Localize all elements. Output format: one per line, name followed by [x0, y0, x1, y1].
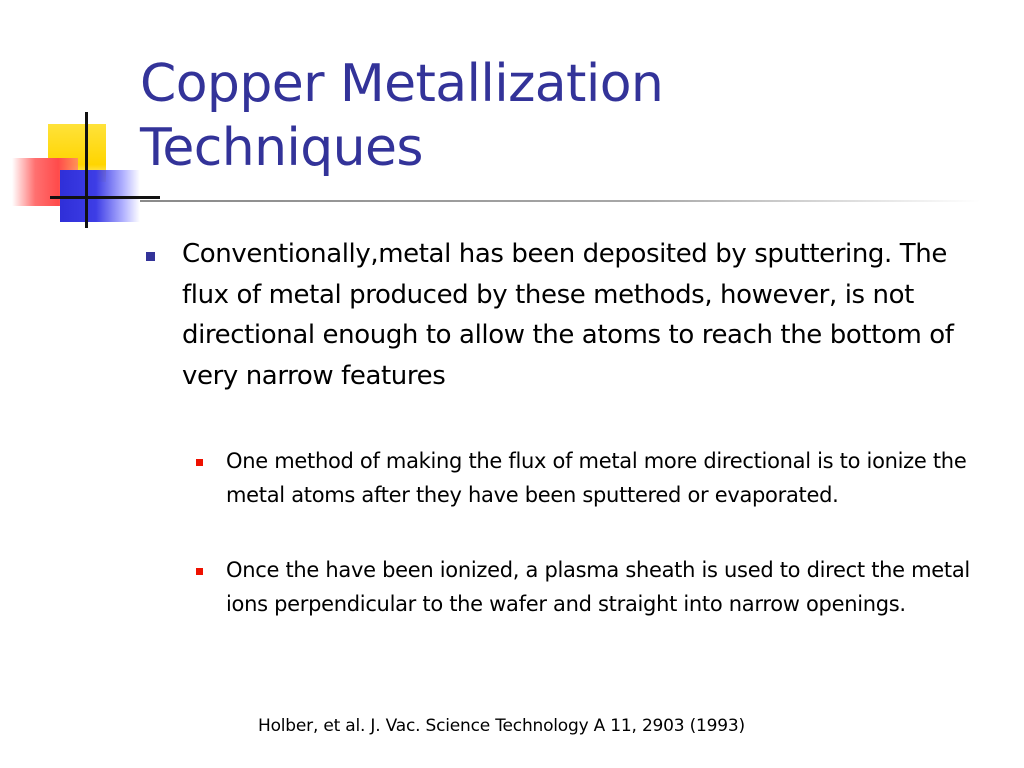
main-bullet: [140, 234, 990, 396]
sub-bullet-2: [196, 553, 996, 621]
citation: Holber, et al. J. Vac. Science Technology A 11, 2903 (1993): [258, 716, 745, 736]
square-bullet-icon: [146, 252, 155, 261]
sub-bullet-text: Once the have been ionized, a plasma sheath is used to direct the metal ions perpendicular to the wafer and straight into narrow openings.: [226, 558, 970, 616]
slide-title-line-1: Copper Metallization: [140, 54, 664, 114]
square-bullet-icon: [196, 568, 203, 575]
slide-title: [140, 52, 940, 180]
slide-title-line-2: Techniques: [140, 118, 423, 178]
horizontal-line: [50, 196, 160, 199]
sub-bullet-1: [196, 444, 996, 512]
vertical-line: [85, 112, 88, 228]
square-bullet-icon: [196, 459, 203, 466]
title-divider: [140, 200, 980, 202]
main-bullet-text: Conventionally,metal has been deposited by sputtering. The flux of metal produced by these methods, however, is not directional enough to allow the atoms to reach the bottom of very narrow features: [182, 239, 954, 391]
sub-bullet-text: One method of making the flux of metal more directional is to ionize the metal atoms after they have been sputtered or evaporated.: [226, 449, 967, 507]
